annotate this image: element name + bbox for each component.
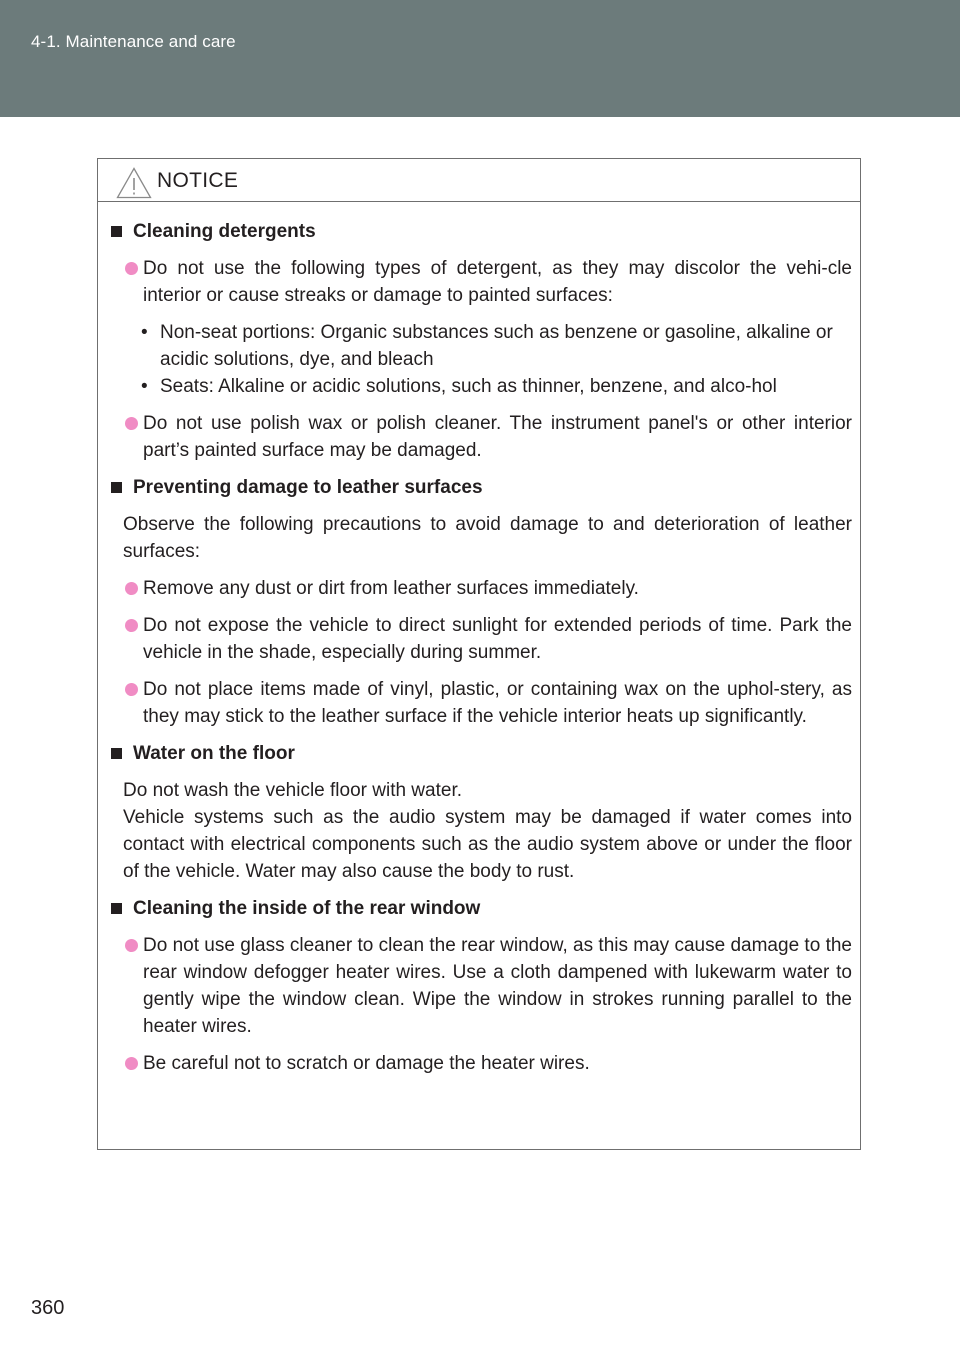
section-heading-leather-surfaces: Preventing damage to leather surfaces [108, 474, 852, 501]
section-intro: Observe the following precautions to avoid damage to and deterioration of leather surfaces: [123, 514, 852, 562]
square-bullet-icon [111, 482, 122, 493]
dot-bullet-icon [125, 619, 138, 632]
square-bullet-icon [111, 903, 122, 914]
middle-dot-bullet-icon: • [141, 376, 148, 397]
warning-triangle-icon [116, 167, 152, 199]
page-number: 360 [31, 1297, 65, 1319]
dot-bullet-icon [125, 683, 138, 696]
section-title: 4-1. Maintenance and care [31, 32, 236, 51]
square-bullet-icon [111, 748, 122, 759]
section-heading-cleaning-detergents: Cleaning detergents [108, 218, 852, 245]
notice-title: NOTICE [157, 169, 239, 192]
notice-box [97, 158, 861, 1150]
section-heading-rear-window: Cleaning the inside of the rear window [108, 895, 852, 922]
dot-bullet-icon [125, 939, 138, 952]
notice-header [98, 159, 860, 202]
list-item: Do not place items made of vinyl, plastic, or containing wax on the uphol-stery, as they may stick to the leather surface if the vehicle interior heats up significantly. [108, 676, 852, 730]
dot-bullet-icon [125, 262, 138, 275]
sub-list-item: • Seats: Alkaline or acidic solutions, such as thinner, benzene, and alco-hol [108, 373, 852, 400]
list-item: Be careful not to scratch or damage the heater wires. [108, 1050, 852, 1077]
list-item: Do not use the following types of detergent, as they may discolor the vehi-cle interior or cause streaks or damage to painted surfaces: [108, 255, 852, 309]
sub-list-item: • Non-seat portions: Organic substances such as benzene or gasoline, alkaline or acidic solutions, dye, and bleach [108, 319, 852, 373]
paragraph: Do not wash the vehicle floor with water. [123, 780, 463, 801]
dot-bullet-icon [125, 582, 138, 595]
list-item: Do not use glass cleaner to clean the rear window, as this may cause damage to the rear window defogger heater wires. Use a cloth dampened with lukewarm water to gently wipe the window clean. Wipe the window in strokes running parallel to the heater wires. [108, 932, 852, 1040]
section-heading-water-on-floor: Water on the floor [108, 740, 852, 767]
list-item: Do not use polish wax or polish cleaner. The instrument panel's or other interior part’s painted surface may be damaged. [108, 410, 852, 464]
middle-dot-bullet-icon: • [141, 322, 148, 343]
dot-bullet-icon [125, 417, 138, 430]
dot-bullet-icon [125, 1057, 138, 1070]
list-item: Do not expose the vehicle to direct sunlight for extended periods of time. Park the vehicle in the shade, especially during summer. [108, 612, 852, 666]
paragraph: Vehicle systems such as the audio system may be damaged if water comes into contact with electrical components such as the audio system above or under the floor of the vehicle. Water may also cause the body to rust. [123, 807, 852, 882]
header-band [0, 0, 960, 117]
notice-body [98, 202, 860, 1077]
square-bullet-icon [111, 226, 122, 237]
list-item: Remove any dust or dirt from leather surfaces immediately. [108, 575, 852, 602]
